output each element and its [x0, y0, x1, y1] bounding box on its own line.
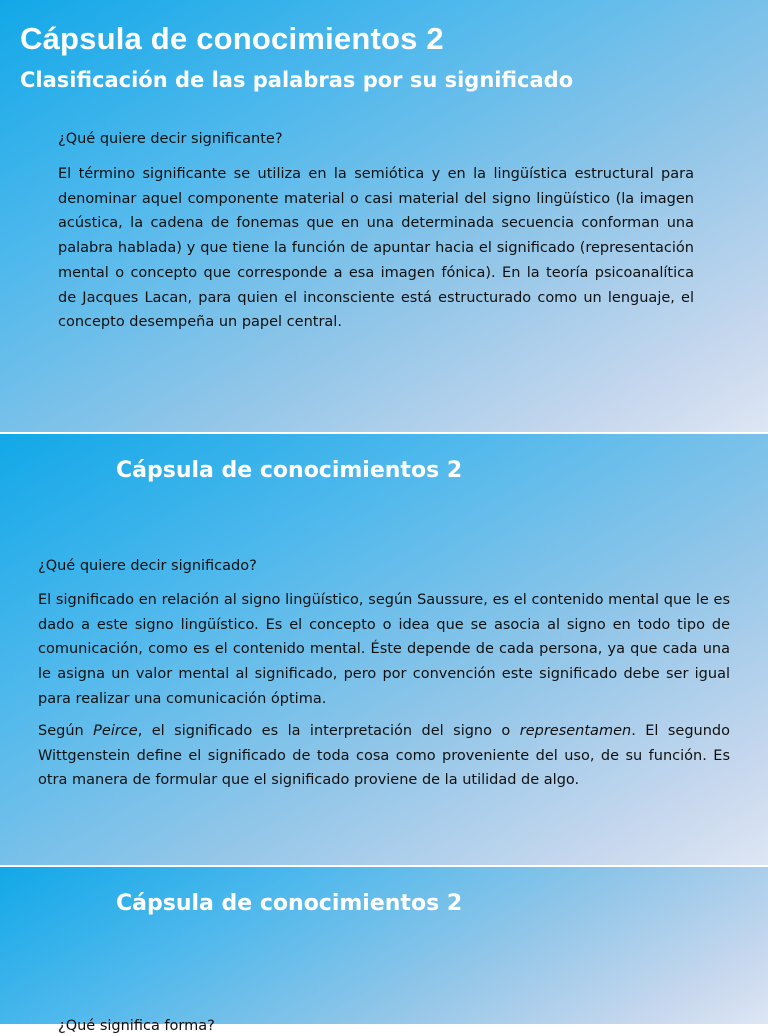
slide-3 [0, 867, 768, 1034]
slide-title: Cápsula de conocimientos 2 [116, 458, 463, 483]
slide-title: Cápsula de conocimientos 2 [116, 891, 463, 916]
text-segment: Según [38, 723, 94, 739]
italic-peirce: Peirce [93, 723, 138, 739]
slide-1 [0, 0, 768, 432]
text-segment: , el significado es la interpretación del signo o [137, 723, 520, 739]
question-significante: ¿Qué quiere decir significante? [58, 131, 283, 147]
main-title: Cápsula de conocimientos 2 [20, 21, 444, 56]
paragraph-significado-peirce [38, 719, 730, 793]
text-segment: . El segundo Wittgenstein define el significado de toda cosa como proveniente del uso, de su función. Es otra manera de formular que el significado proviene de la utilidad de algo. [38, 723, 730, 789]
slide-2 [0, 434, 768, 865]
question-forma: ¿Qué significa forma? [58, 1018, 215, 1034]
subtitle: Clasificación de las palabras por su significado [20, 68, 574, 92]
italic-representamen: representamen [519, 723, 632, 739]
question-significado: ¿Qué quiere decir significado? [38, 558, 257, 574]
paragraph-significante: El término significante se utiliza en la semiótica y en la lingüística estructural para denominar aquel componente material o casi material del signo lingüístico (la imagen acústica, la cadena de fonemas que en una determinada secuencia conforman una palabra hablada) y que tiene la función de apuntar hacia el significado (representación mental o concepto que corresponde a esa imagen fónica). En la teoría psicoanalítica de Jacques Lacan, para quien el inconsciente está estructurado como un lenguaje, el concepto desempeña un papel central. [58, 166, 694, 331]
paragraph-significado-saussure: El significado en relación al signo lingüístico, según Saussure, es el contenido mental que le es dado a este signo lingüístico. Es el concepto o idea que se asocia al signo en todo tipo de comunicación, como es el contenido mental. Éste depende de cada persona, ya que cada una le asigna un valor mental al significado, pero por convención este significado debe ser igual para realizar una comunicación óptima. [38, 592, 730, 707]
